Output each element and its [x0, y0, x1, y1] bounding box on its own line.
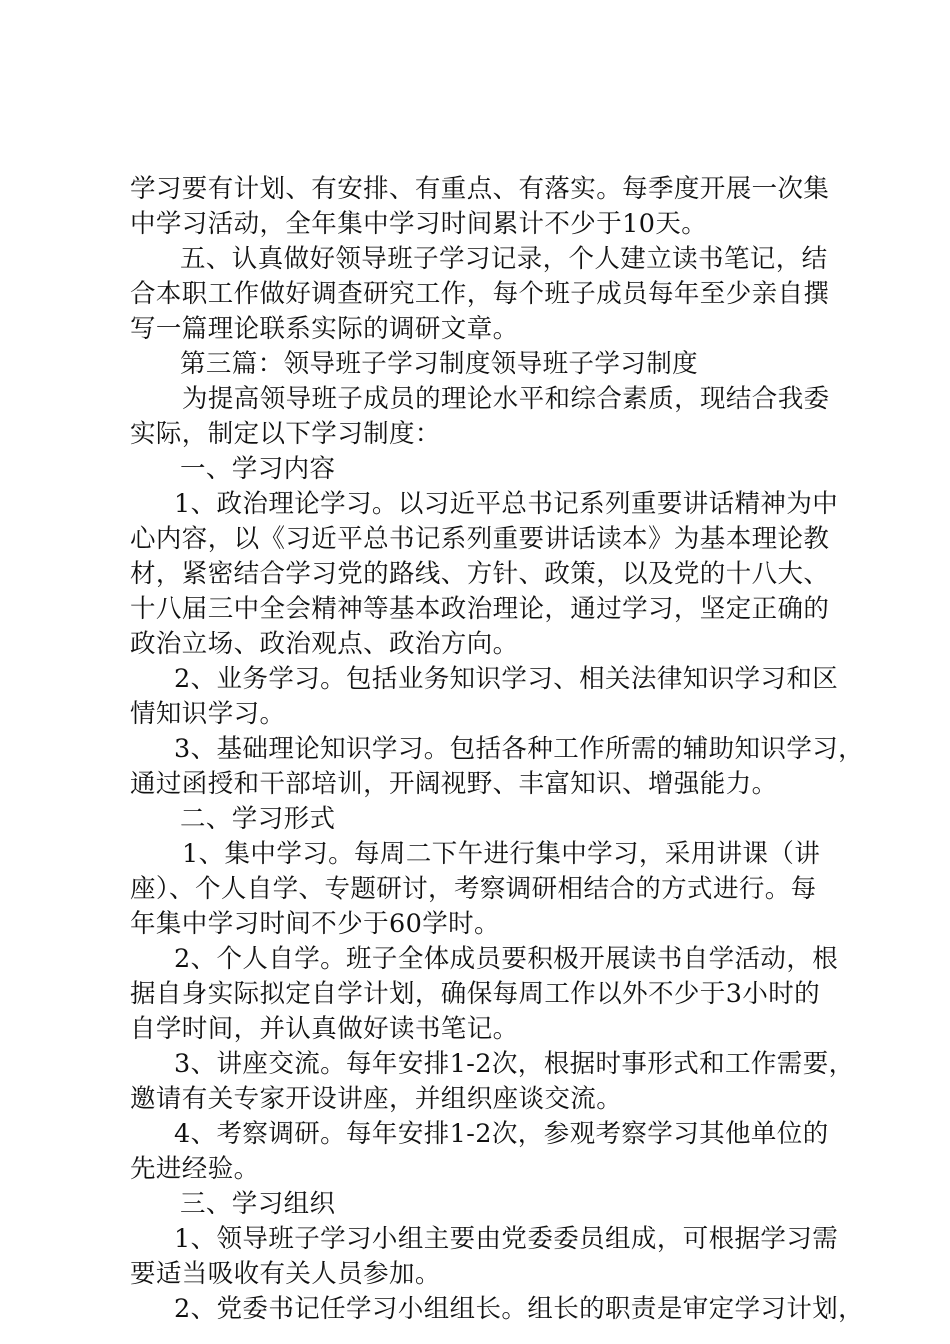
- document-body: [130, 172, 865, 1327]
- text-line: 2、业务学习。包括业务知识学习、相关法律知识学习和区: [174, 664, 839, 694]
- text-line: 为提高领导班子成员的理论水平和综合素质，现结合我委: [182, 384, 830, 414]
- text-line: 2、个人自学。班子全体成员要积极开展读书自学活动，根: [174, 944, 839, 974]
- text-line: 实际，制定以下学习制度：: [130, 419, 441, 449]
- text-line: 一、学习内容: [180, 454, 336, 484]
- text-line: 中学习活动，全年集中学习时间累计不少于10天。: [130, 209, 708, 239]
- text-line: 通过函授和干部培训，开阔视野、丰富知识、增强能力。: [130, 769, 778, 799]
- text-line: 政治立场、政治观点、政治方向。: [130, 629, 519, 659]
- text-line: 合本职工作做好调查研究工作，每个班子成员每年至少亲自撰: [130, 279, 830, 309]
- text-line: 十八届三中全会精神等基本政治理论，通过学习，坚定正确的: [130, 594, 830, 624]
- text-line: 二、学习形式: [180, 804, 336, 834]
- text-line: 心内容，以《习近平总书记系列重要讲话读本》为基本理论教: [130, 524, 830, 554]
- text-line: 五、认真做好领导班子学习记录，个人建立读书笔记，结: [180, 244, 828, 274]
- text-line: 写一篇理论联系实际的调研文章。: [130, 314, 519, 344]
- text-line: 自学时间，并认真做好读书笔记。: [130, 1014, 519, 1044]
- text-line: 3、基础理论知识学习。包括各种工作所需的辅助知识学习，: [174, 734, 865, 764]
- text-line: 4、考察调研。每年安排1-2次，参观考察学习其他单位的: [174, 1119, 829, 1149]
- text-line: 邀请有关专家开设讲座，并组织座谈交流。: [130, 1084, 623, 1114]
- text-line: 1、领导班子学习小组主要由党委委员组成，可根据学习需: [174, 1224, 839, 1254]
- text-line: 1、集中学习。每周二下午进行集中学习，采用讲课（讲: [182, 839, 821, 869]
- text-line: 材，紧密结合学习党的路线、方针、政策，以及党的十八大、: [130, 559, 830, 589]
- text-line: 据自身实际拟定自学计划，确保每周工作以外不少于3小时的: [130, 979, 821, 1009]
- text-line: 情知识学习。: [130, 699, 286, 729]
- text-line: 学习要有计划、有安排、有重点、有落实。每季度开展一次集: [130, 174, 830, 204]
- text-line: 先进经验。: [130, 1154, 260, 1184]
- text-line: 年集中学习时间不少于60学时。: [130, 909, 500, 939]
- text-line: 要适当吸收有关人员参加。: [130, 1259, 441, 1289]
- text-line: 座）、个人自学、专题研讨，考察调研相结合的方式进行。每: [130, 874, 817, 904]
- text-line: 第三篇：领导班子学习制度领导班子学习制度: [180, 349, 699, 379]
- text-line: 2、党委书记任学习小组组长。组长的职责是审定学习计划，: [174, 1294, 865, 1324]
- text-line: 三、学习组织: [180, 1189, 336, 1219]
- text-line: 3、讲座交流。每年安排1-2次，根据时事形式和工作需要，: [174, 1049, 855, 1079]
- text-line: 1、政治理论学习。以习近平总书记系列重要讲话精神为中: [174, 489, 839, 519]
